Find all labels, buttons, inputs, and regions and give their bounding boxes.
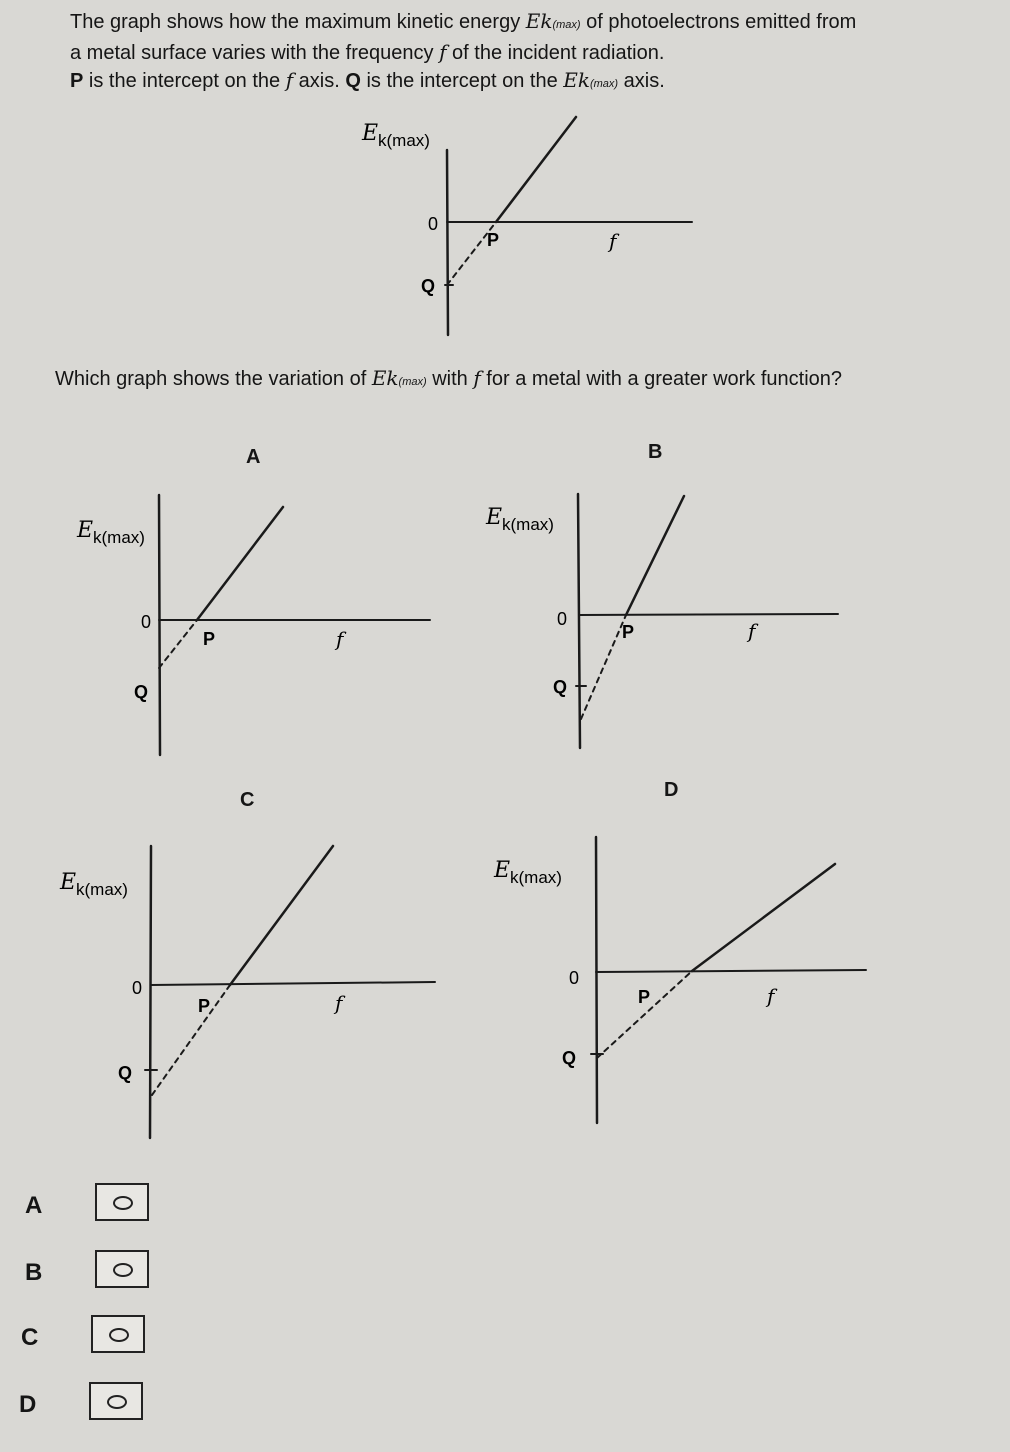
intercept-q-label: Q — [562, 1048, 577, 1068]
axis-label-ek: E — [60, 870, 77, 895]
intercept-p-label: P — [622, 622, 635, 642]
answer-option-label: D — [19, 1391, 37, 1418]
origin-label: 0 — [141, 612, 152, 632]
intro-line-3: P is the intercept on the f axis. Q is the intercept on the Ek(max) axis. — [70, 68, 665, 92]
graph-a — [159, 495, 430, 755]
intro-line-1: The graph shows how the maximum kinetic energy Ek(max) of photoelectrons emitted from — [70, 9, 857, 33]
axis-label-ek: E — [494, 858, 511, 883]
radio-circle-icon — [109, 1328, 129, 1342]
reference-graph — [445, 117, 692, 335]
axis-label-ek: E — [362, 121, 379, 146]
reference-graph-labels — [361, 121, 620, 296]
intercept-p-label: P — [487, 230, 500, 250]
intercept-q-label: Q — [553, 677, 568, 697]
axis-label-ek-sub: k(max) — [93, 528, 145, 547]
graph-d — [591, 837, 866, 1123]
intercept-p-label: P — [203, 629, 216, 649]
radio-circle-icon — [113, 1263, 133, 1277]
origin-label: 0 — [557, 609, 568, 629]
answer-radio-box[interactable] — [91, 1315, 145, 1353]
answer-radio-box[interactable] — [89, 1382, 143, 1420]
intro-line-2: a metal surface varies with the frequency f of the incident radiation. — [70, 40, 665, 64]
axis-label-ek-sub: k(max) — [378, 131, 430, 150]
axis-label-f: f — [767, 984, 775, 1008]
radio-circle-icon — [107, 1395, 127, 1409]
answer-option-label: C — [21, 1324, 39, 1351]
graph-d-label: D — [664, 779, 679, 801]
axis-label-ek: E — [77, 518, 94, 543]
axis-label-ek: E — [486, 505, 503, 530]
intercept-p-label: P — [198, 996, 211, 1016]
axis-label-f: f — [335, 991, 343, 1015]
axis-label-f: f — [748, 619, 756, 643]
answer-radio-box[interactable] — [95, 1183, 149, 1221]
answer-option-a[interactable] — [0, 1183, 160, 1229]
intercept-p-label: P — [638, 987, 651, 1007]
answer-option-c[interactable] — [0, 1315, 156, 1361]
axis-label-ek-sub: k(max) — [502, 515, 554, 534]
radio-circle-icon — [113, 1196, 133, 1210]
graph-b-labels — [485, 505, 759, 697]
intercept-q-label: Q — [134, 682, 149, 702]
graph-c-label: C — [240, 789, 255, 811]
graph-c — [145, 846, 435, 1138]
answer-option-label: B — [25, 1259, 43, 1286]
answer-option-label: A — [25, 1192, 43, 1219]
axis-label-ek-sub: k(max) — [76, 880, 128, 899]
graph-b — [576, 494, 838, 748]
intercept-q-label: Q — [421, 276, 436, 296]
graph-b-label: B — [648, 441, 663, 463]
answer-option-b[interactable] — [0, 1250, 160, 1296]
graph-d-labels — [493, 858, 778, 1068]
graph-a-labels — [76, 518, 347, 702]
origin-label: 0 — [132, 978, 143, 998]
axis-label-ek-sub: k(max) — [510, 868, 562, 887]
origin-label: 0 — [569, 968, 580, 988]
question-text: Which graph shows the variation of Ek(max) with f for a metal with a greater work function? — [55, 366, 843, 390]
answer-radio-box[interactable] — [95, 1250, 149, 1288]
answer-option-d[interactable] — [0, 1382, 154, 1428]
axis-label-f: f — [336, 627, 344, 651]
graph-c-labels — [59, 870, 346, 1083]
intercept-q-label: Q — [118, 1063, 133, 1083]
axis-label-f: f — [609, 229, 617, 253]
origin-label: 0 — [428, 214, 439, 234]
graph-a-label: A — [246, 446, 261, 468]
